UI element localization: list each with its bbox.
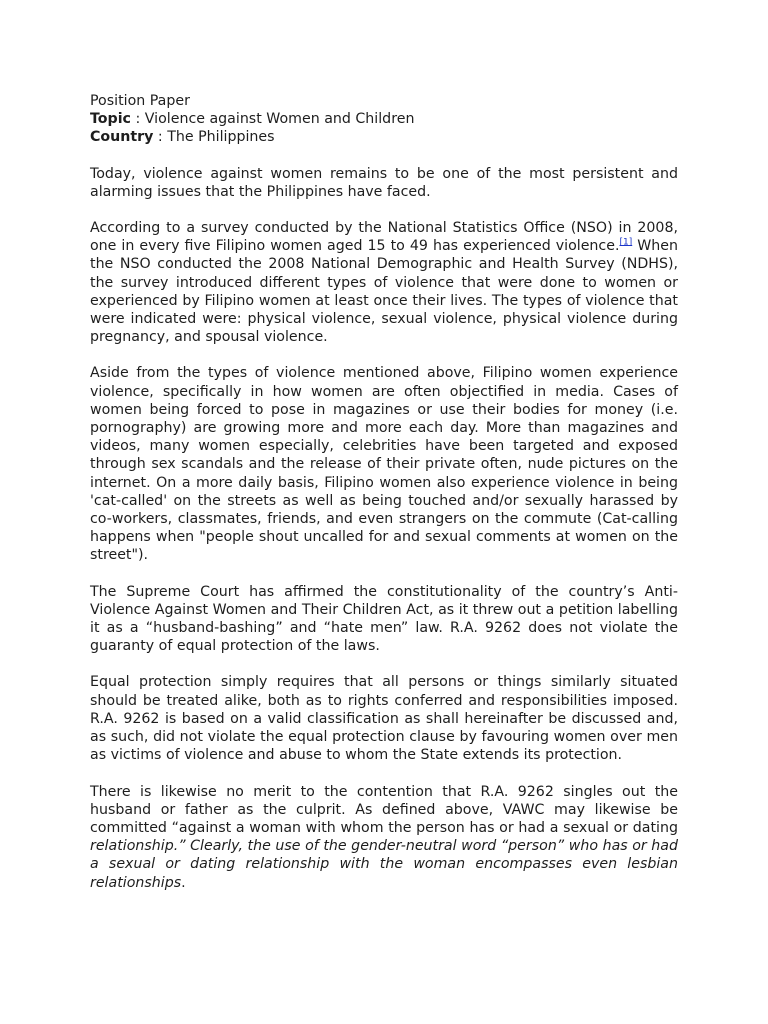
paragraph-nso-survey-text-b: When the NSO conducted the 2008 National Demographic and Health Survey (NDHS), the survey introduced different types of violence that were done to women or experienced by Filipino women at least once their lives. The types of violence that were indicated were: physical violence, sexual violence, physical violence during pregnancy, and spousal violence. (90, 238, 678, 346)
paragraph-culprit-text-a: There is likewise no merit to the contention that R.A. 9262 singles out the husband or father as the culprit. As defined above, VAWC may likewise be committed “against a woman with whom the person has or had a sexual or dating (90, 783, 678, 836)
topic-value: : Violence against Women and Children (130, 111, 415, 128)
paragraph-intro: Today, violence against women remains to be one of the most persistent and alarming issues that the Philippines have faced. (90, 165, 678, 200)
paragraph-culprit-text-c: . (181, 874, 186, 891)
paragraph-equal-protection: Equal protection simply requires that all persons or things similarly situated should be treated alike, both as to rights conferred and responsibilities imposed. R.A. 9262 is based on a valid classification as shall hereinafter be discussed and, as such, did not violate the equal protection clause by favouring women over men as victims of violence and abuse to whom the State extends its protection. (90, 674, 678, 764)
document-title: Position Paper (90, 93, 190, 109)
paragraph-media-violence: Aside from the types of violence mentioned above, Filipino women experience violence, specifically in how women are often objectified in media. Cases of women being forced to pose in magazines or use their bodies for money (i.e. pornography) are growing more and more each day. More than magazines and videos, many women especially, celebrities have been targeted and exposed through sex scandals and the release of their private often, nude pictures on the internet. On a more daily basis, Filipino women also experience violence in being 'cat-called' on the streets as well as being touched and/or sexually harassed by co-workers, classmates, friends, and even strangers on the commute (Cat-calling happens when "people shout uncalled for and sexual comments at women on the street"). (90, 365, 678, 564)
paragraph-culprit (90, 783, 678, 892)
document-page (90, 92, 678, 910)
paragraph-culprit-italic: relationship.” Clearly, the use of the gender-neutral word “person” who has or had a sexual or dating relationship with the woman encompasses even lesbian relationships (90, 838, 678, 891)
paragraph-supreme-court: The Supreme Court has affirmed the constitutionality of the country’s Anti-Violence Against Women and Their Children Act, as it threw out a petition labelling it as a “husband-bashing” and “hate men” law. R.A. 9262 does not violate the guaranty of equal protection of the laws. (90, 583, 678, 655)
country-line (90, 128, 678, 146)
paragraph-nso-survey-text-a: According to a survey conducted by the National Statistics Office (NSO) in 2008, one in every five Filipino women aged 15 to 49 has experienced violence. (90, 220, 678, 255)
paragraph-nso-survey (90, 219, 678, 346)
document-header (90, 92, 678, 147)
topic-line (90, 110, 678, 128)
footnote-link[interactable]: [1] (619, 237, 633, 248)
topic-label: Topic (90, 111, 131, 128)
country-value: : The Philippines (153, 129, 275, 146)
country-label: Country (90, 129, 154, 146)
